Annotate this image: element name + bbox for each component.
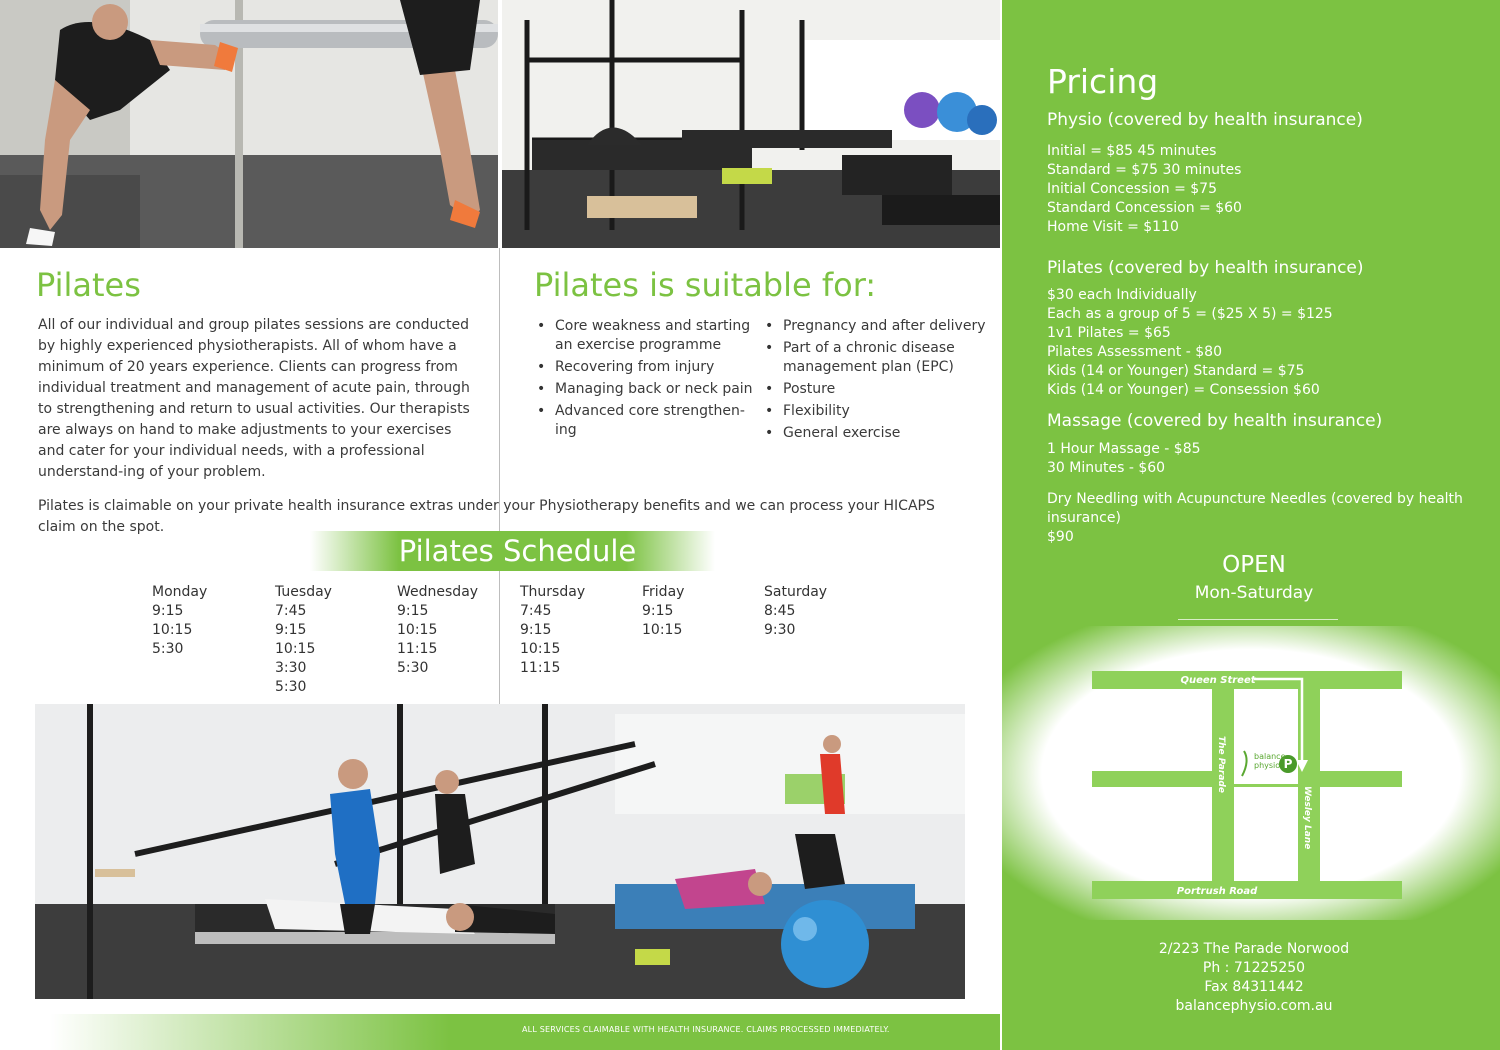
time-slot: 11:15 xyxy=(397,641,438,657)
list-item: • General exercise xyxy=(763,424,993,443)
price-line: Home Visit = $110 xyxy=(1047,219,1179,235)
pilates-pricing-heading: Pilates (covered by health insurance) xyxy=(1047,258,1364,278)
street-label-portrush: Portrush Road xyxy=(1176,886,1258,897)
schedule-day-wednesday xyxy=(397,583,478,678)
schedule-day-monday xyxy=(152,583,207,659)
pilates-title: Pilates xyxy=(36,266,141,304)
list-item: • Advanced core strengthen-ing xyxy=(535,402,755,440)
day-label: Wednesday xyxy=(397,584,479,600)
price-line: Initial Concession = $75 xyxy=(1047,181,1217,197)
address-text: 2/223 The Parade Norwood xyxy=(1158,941,1350,957)
time-slot: 7:45 xyxy=(275,603,307,619)
time-slot: 10:15 xyxy=(642,622,683,638)
pricing-sidebar xyxy=(1002,0,1500,1050)
map-logo-text: physio xyxy=(1254,761,1281,770)
pricing-title: Pricing xyxy=(1047,62,1159,101)
schedule-day-tuesday xyxy=(275,583,332,697)
time-slot: 9:15 xyxy=(642,603,674,619)
pilates-intro-text: All of our individual and group pilates sessions are conducted by highly experienced physiotherapists. All of whom have a minimum of 20 years experience. Clients can progress from individual treatment and management of acute pain, through to strengthening and return to usual activities. Our therapists are always on hand to make adjustments to your exercises and cater for your individual needs, with a professional understand-ing of your problem. xyxy=(38,317,470,480)
studio-equipment-photo xyxy=(502,0,1000,248)
schedule-day-saturday xyxy=(764,583,827,640)
time-slot: 8:45 xyxy=(764,603,796,619)
time-slot: 10:15 xyxy=(152,622,193,638)
list-item: • Core weakness and starting an exercise programme xyxy=(535,317,755,355)
time-slot: 9:30 xyxy=(764,622,796,638)
time-slot: 3:30 xyxy=(275,660,307,676)
time-slot: 10:15 xyxy=(520,641,561,657)
time-slot: 5:30 xyxy=(397,660,429,676)
open-days: Mon-Saturday xyxy=(1194,583,1314,603)
time-slot: 7:45 xyxy=(520,603,552,619)
price-line: 1 Hour Massage - $85 xyxy=(1047,441,1201,457)
schedule-day-friday xyxy=(642,583,684,640)
street-label-parade: The Parade xyxy=(1216,736,1226,793)
open-title: OPEN xyxy=(1222,552,1286,578)
time-slot: 5:30 xyxy=(152,641,184,657)
price-line: $30 each Individually xyxy=(1047,287,1197,303)
day-label: Saturday xyxy=(764,584,828,600)
fax-text: Fax 84311442 xyxy=(1204,979,1304,995)
massage-price-list xyxy=(1047,440,1201,478)
website-link[interactable]: balancephysio.com.au xyxy=(1175,998,1333,1014)
price-line: Kids (14 or Younger) = Consession $60 xyxy=(1047,382,1320,398)
price-line: Each as a group of 5 = ($25 X 5) = $125 xyxy=(1047,306,1333,322)
parking-icon: P xyxy=(1283,757,1293,771)
price-line: Standard = $75 30 minutes xyxy=(1047,162,1242,178)
price-line: Initial = $85 45 minutes xyxy=(1047,143,1217,159)
street-label-queen: Queen Street xyxy=(1180,675,1256,686)
map-logo-text: balance xyxy=(1254,752,1286,761)
time-slot: 5:30 xyxy=(275,679,307,695)
physio-heading: Physio (covered by health insurance) xyxy=(1047,110,1363,130)
time-slot: 9:15 xyxy=(275,622,307,638)
list-item: • Flexibility xyxy=(763,402,993,421)
suitable-list-right xyxy=(763,317,993,446)
dry-needling-pricing xyxy=(1047,490,1467,547)
list-item: • Part of a chronic disease management plan (EPC) xyxy=(763,339,993,377)
list-item: • Recovering from injury xyxy=(535,358,755,377)
time-slot: 10:15 xyxy=(397,622,438,638)
time-slot: 9:15 xyxy=(520,622,552,638)
day-label: Tuesday xyxy=(275,584,332,600)
phone-text: Ph : 71225250 xyxy=(1202,960,1306,976)
list-item: • Pregnancy and after delivery xyxy=(763,317,993,336)
street-label-wesley: Wesley Lane xyxy=(1302,786,1312,850)
pilates-claim-text: Pilates is claimable on your private health insurance extras under your Physiotherapy benefits and we can process your HICAPS claim on the spot. xyxy=(38,498,935,535)
price-line: Standard Concession = $60 xyxy=(1047,200,1242,216)
day-label: Friday xyxy=(642,584,685,600)
time-slot: 9:15 xyxy=(397,603,429,619)
stretch-photo xyxy=(0,0,498,248)
column-divider xyxy=(499,248,500,704)
suitable-title: Pilates is suitable for: xyxy=(534,266,877,304)
pilates-price-list xyxy=(1047,286,1333,400)
schedule-day-thursday xyxy=(520,583,585,678)
day-label: Thursday xyxy=(520,584,586,600)
massage-heading: Massage (covered by health insurance) xyxy=(1047,411,1383,431)
price-line: 1v1 Pilates = $65 xyxy=(1047,325,1171,341)
physio-price-list xyxy=(1047,142,1242,237)
group-class-photo xyxy=(35,704,965,999)
contact-block xyxy=(1002,940,1500,1016)
time-slot: 11:15 xyxy=(520,660,561,676)
time-slot: 9:15 xyxy=(152,603,184,619)
footer-note: ALL SERVICES CLAIMABLE WITH HEALTH INSURANCE. CLAIMS PROCESSED IMMEDIATELY. xyxy=(522,1025,890,1034)
day-label: Monday xyxy=(152,584,208,600)
dry-needling-price: $90 xyxy=(1047,529,1074,545)
dry-needling-text: Dry Needling with Acupuncture Needles (covered by health insurance) xyxy=(1047,491,1463,526)
price-line: 30 Minutes - $60 xyxy=(1047,460,1166,476)
schedule-title: Pilates Schedule xyxy=(398,534,637,568)
price-line: Kids (14 or Younger) Standard = $75 xyxy=(1047,363,1305,379)
list-item: • Managing back or neck pain xyxy=(535,380,755,399)
price-line: Pilates Assessment - $80 xyxy=(1047,344,1222,360)
time-slot: 10:15 xyxy=(275,641,316,657)
divider xyxy=(1178,619,1338,620)
location-map xyxy=(1002,626,1500,920)
suitable-list-left xyxy=(535,317,755,443)
list-item: • Posture xyxy=(763,380,993,399)
